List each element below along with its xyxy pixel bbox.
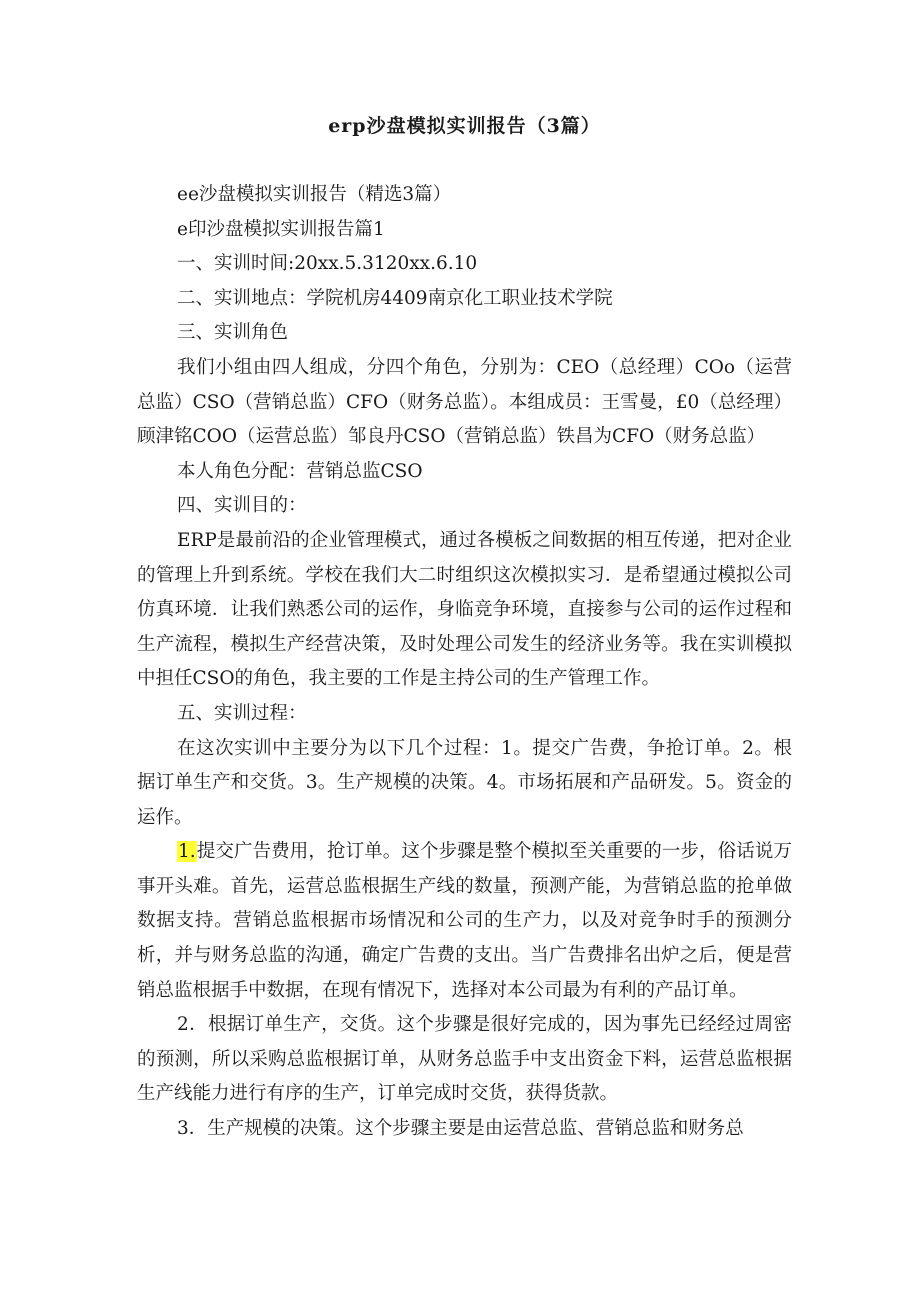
step-1-text: 提交广告费用，抢订单。这个步骤是整个模拟至关重要的一步，俗话说万事开头难。首先，运营总监根据生产线的数量，预测产能，为营销总监的抢单做数据支持。营销总监根据市场情况和公司的生产力，以及对竞争时手的预测分析，并与财务总监的沟通，确定广告费的支出。当广告费排名出炉之后，便是营销总监根据手中数据，在现有情况下，选择对本公司最为有利的产品订单。 xyxy=(137,841,792,1001)
training-process-heading: 五、实训过程： xyxy=(177,702,307,724)
document-title: erp沙盘模拟实训报告（3篇） xyxy=(328,115,601,137)
purpose-paragraph: ERP是最前沿的企业管理模式，通过各模板之间数据的相互传递，把对企业的管理上升到系统。学校在我们大二时组织这次模拟实习．是希望通过模拟公司仿真环境．让我们熟悉公司的运作，身临竞争环境，直接参与公司的运作过程和生产流程，模拟生产经营决策，及时处理公司发生的经济业务等。我在实训模拟中担任CSO的角色，我主要的工作是主持公司的生产管理工作。 xyxy=(137,529,792,690)
subtitle-line: ee沙盘模拟实训报告（精选3篇） xyxy=(177,184,452,205)
roles-paragraph: 我们小组由四人组成，分四个角色，分别为：CEO（总经理）COo（运营总监）CSO（营销总监）CFO（财务总监）。本组成员：王雪曼，£0（总经理）顾津铭COO（运营总监）邹良丹CSO（营销总监）铁昌为CFO（财务总监） xyxy=(137,356,792,448)
process-paragraph: 在这次实训中主要分为以下几个过程：1。提交广告费，争抢订单。2。根据订单生产和交货。3。生产规模的决策。4。市场拓展和产品研发。5。资金的运作。 xyxy=(137,737,792,828)
role-assignment: 本人角色分配：营销总监CSO xyxy=(177,460,423,482)
training-roles-heading: 三、实训角色 xyxy=(177,322,289,344)
step-2-paragraph: 2．根据订单生产，交货。这个步骤是很好完成的，因为事先已经经过周密的预测，所以采购总监根据订单，从财务总监手中支出资金下料，运营总监根据生产线能力进行有序的生产，订单完成时交货，获得货款。 xyxy=(137,1014,792,1105)
step-1-paragraph xyxy=(137,835,792,1008)
training-time: 一、实训时间:20xx.5.3120xx.6.10 xyxy=(177,253,478,275)
step-3-paragraph: 3．生产规模的决策。这个步骤主要是由运营总监、营销总监和财务总 xyxy=(177,1118,744,1140)
training-location: 二、实训地点：学院机房4409南京化工职业技术学院 xyxy=(177,287,613,309)
training-purpose-heading: 四、实训目的： xyxy=(177,495,307,517)
highlighted-marker: 1. xyxy=(178,841,196,863)
section-heading: e印沙盘模拟实训报告篇1 xyxy=(177,218,385,240)
